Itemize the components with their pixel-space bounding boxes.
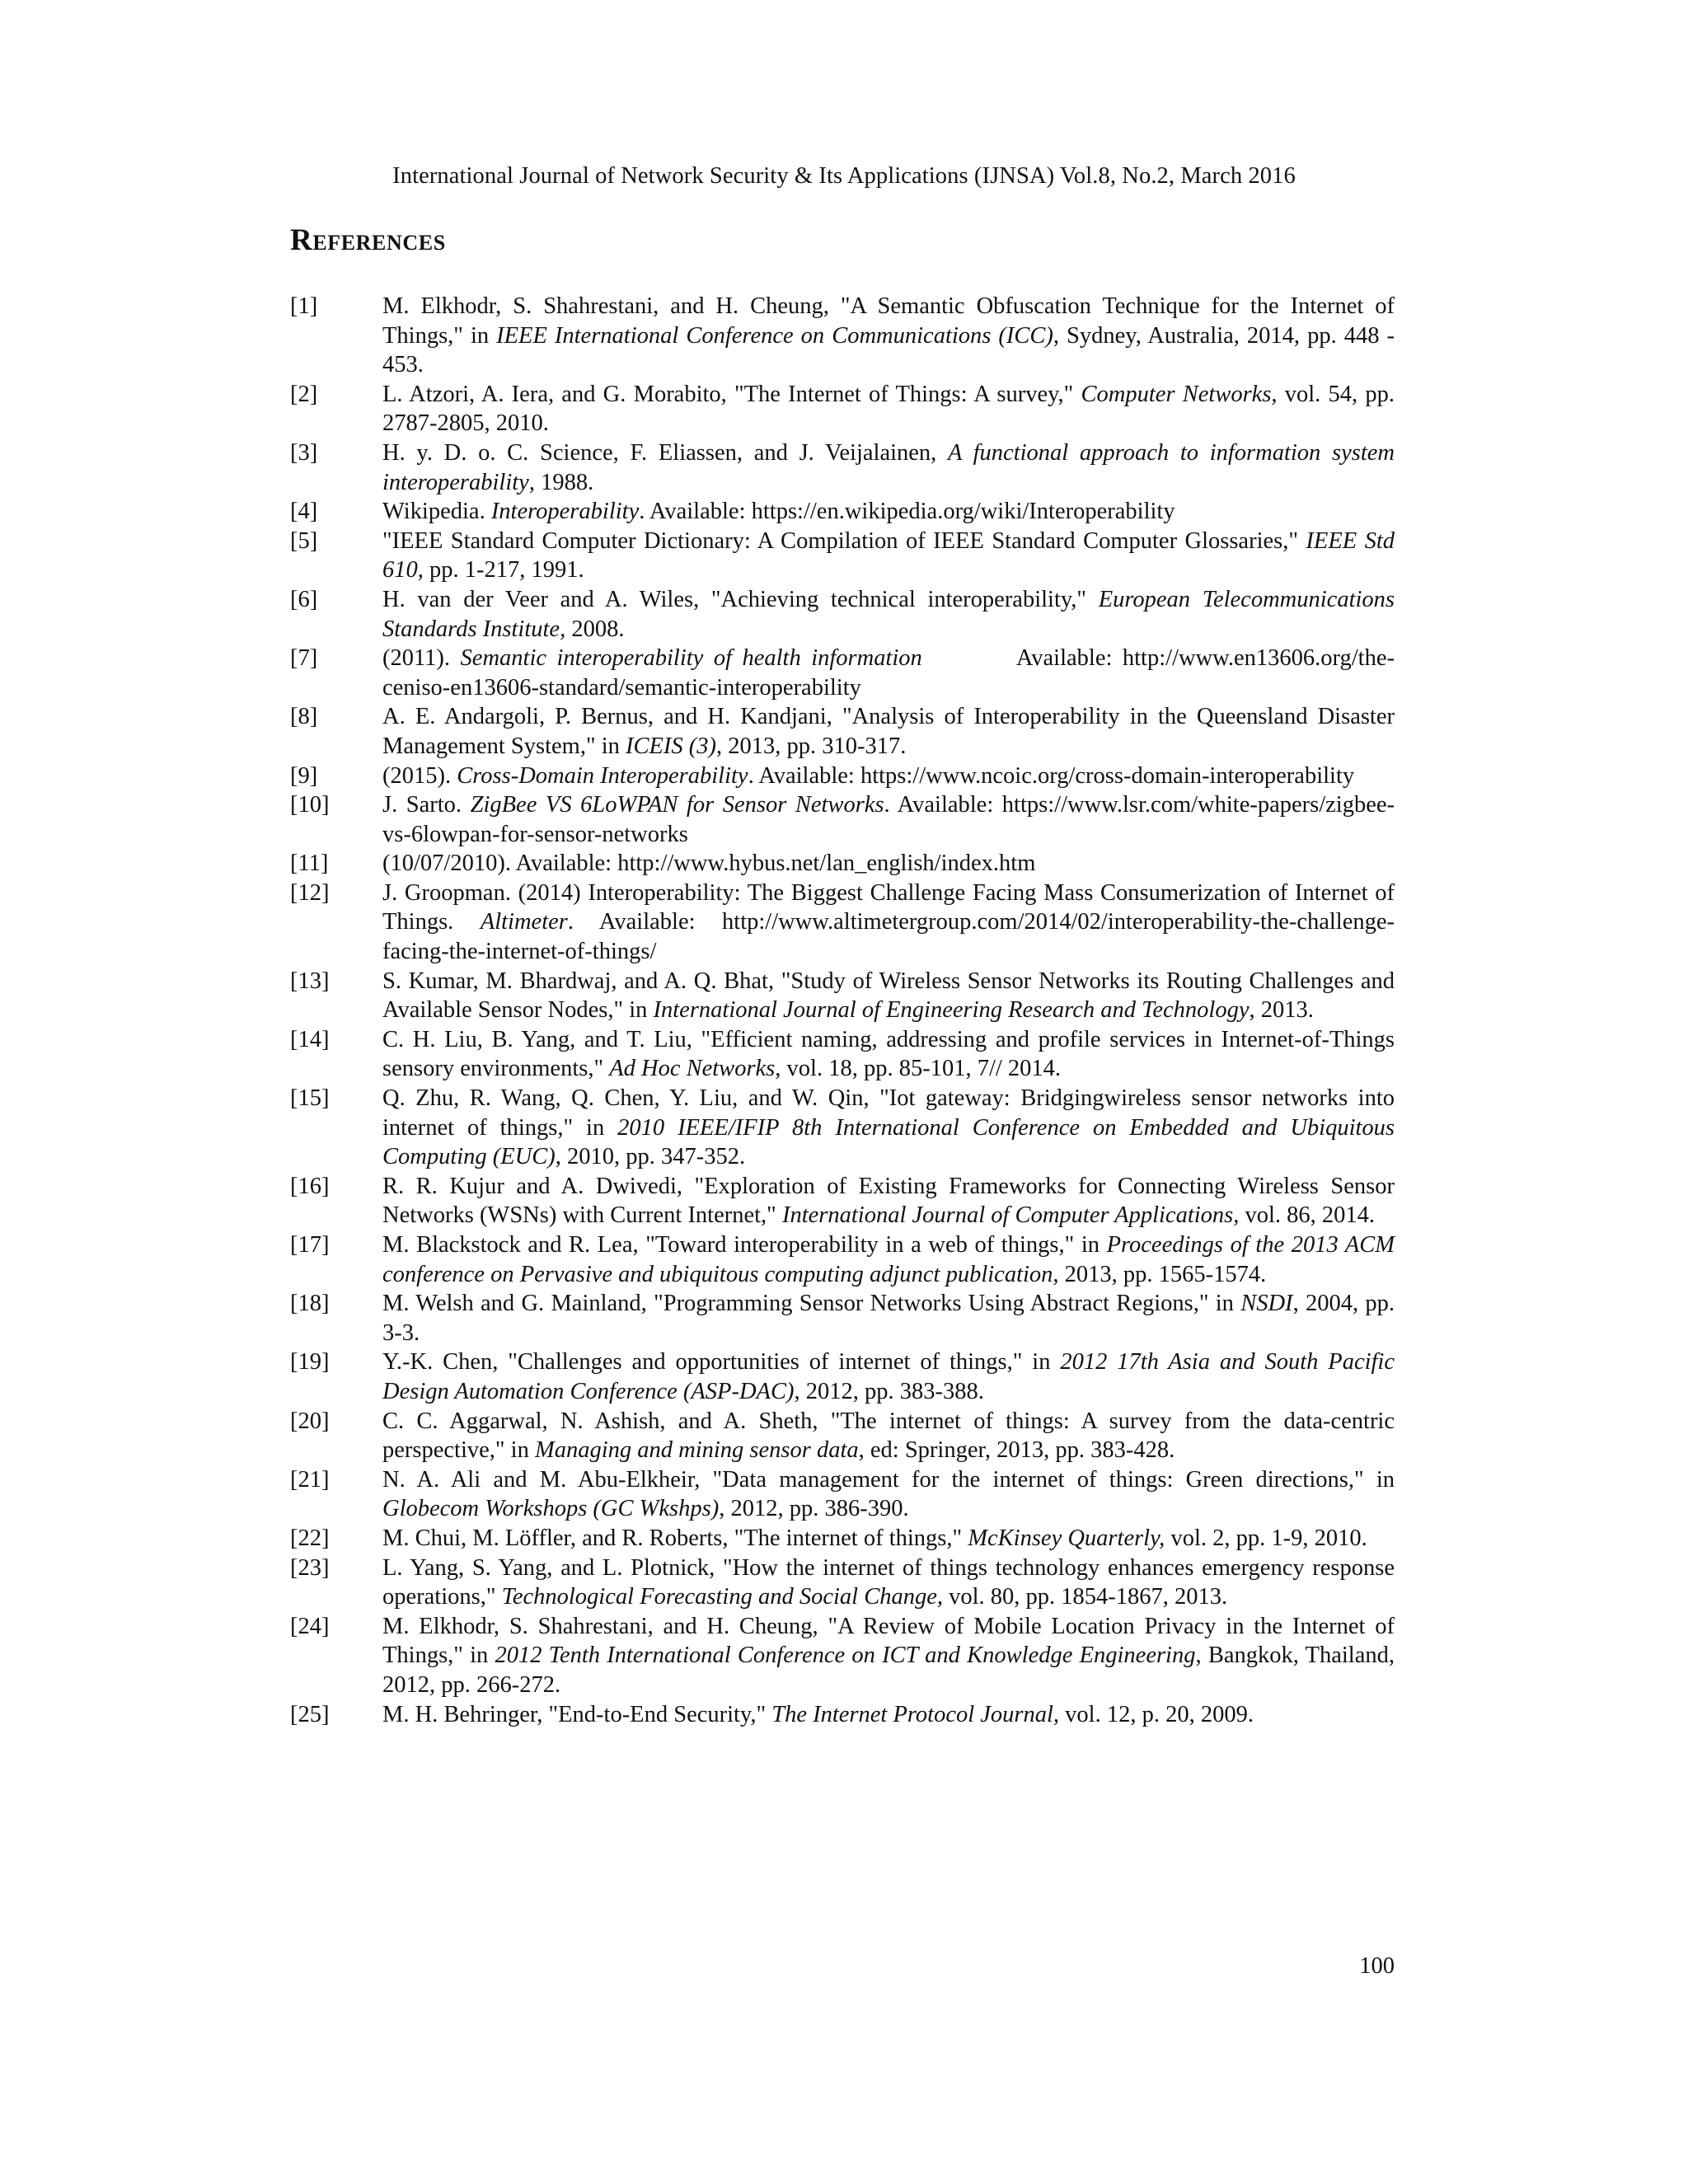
reference-venue: A functional approach to information system interoperability <box>382 439 1395 495</box>
reference-text <box>382 1526 1367 1551</box>
reference-venue: Proceedings of the 2013 ACM conference on Pervasive and ubiquitous computing adjunct publication <box>382 1232 1395 1287</box>
reference-venue: IEEE International Conference on Communications (ICC) <box>496 322 1053 349</box>
reference-number: [8] <box>290 704 318 730</box>
reference-segment: J. Sarto. <box>382 792 471 818</box>
reference-segment: C. C. Aggarwal, N. Ashish, and A. Sheth, "The internet of things: A survey from the data-centric perspective," in <box>382 1408 1395 1464</box>
reference-item <box>290 762 1395 791</box>
reference-number: [15] <box>290 1085 330 1112</box>
reference-item <box>290 1612 1395 1700</box>
reference-number: [21] <box>290 1466 330 1493</box>
reference-venue: 2012 Tenth International Conference on ICT and Knowledge Engineering <box>495 1643 1196 1669</box>
reference-segment: S. Kumar, M. Bhardwaj, and A. Q. Bhat, "Study of Wireless Sensor Networks its Routing Challenges and Available Sensor Nodes," in <box>382 968 1395 1024</box>
reference-segment: . Available: https://en.wikipedia.org/wiki/Interoperability <box>639 499 1175 525</box>
reference-item <box>290 702 1395 761</box>
reference-item <box>290 1347 1395 1406</box>
reference-segment: , 2010, pp. 347-352. <box>555 1144 746 1170</box>
reference-number: [13] <box>290 968 330 994</box>
reference-number: [3] <box>290 439 318 466</box>
reference-text <box>382 1174 1395 1229</box>
reference-segment: M. Blackstock and R. Lea, "Toward interoperability in a web of things," in <box>382 1232 1107 1258</box>
reference-text <box>382 382 1395 437</box>
reference-segment: vol. 54, pp. 2787-2805, 2010. <box>382 381 1395 437</box>
reference-segment: Y.-K. Chen, "Challenges and opportunities of internet of things," in <box>382 1349 1061 1376</box>
reference-segment: R. R. Kujur and A. Dwivedi, "Exploration of Existing Frameworks for Connecting Wireless Sensor Networks (WSNs) with Current Internet," <box>382 1173 1395 1229</box>
reference-number: [6] <box>290 586 318 612</box>
references-list <box>290 292 1395 1729</box>
reference-segment: H. y. D. o. C. Science, F. Eliassen, and J. Veijalainen, <box>382 439 949 466</box>
reference-venue: Semantic interoperability of health information <box>460 645 922 672</box>
reference-segment: H. van der Veer and A. Wiles, "Achieving technical interoperability," <box>382 586 1099 612</box>
reference-text <box>382 1349 1395 1404</box>
reference-item <box>290 1289 1395 1347</box>
reference-text <box>382 763 1354 789</box>
reference-segment: , 2013. <box>1249 997 1314 1024</box>
reference-text <box>382 645 1395 701</box>
reference-venue: Managing and mining sensor data <box>534 1437 859 1464</box>
reference-segment: Q. Zhu, R. Wang, Q. Chen, Y. Liu, and W. Qin, "Iot gateway: Bridgingwireless sensor networks into internet of things," in <box>382 1085 1395 1141</box>
reference-number: [23] <box>290 1554 330 1581</box>
reference-text <box>382 1614 1395 1698</box>
reference-segment: L. Atzori, A. Iera, and G. Morabito, "The Internet of Things: A survey," <box>382 381 1081 407</box>
reference-number: [9] <box>290 762 318 789</box>
reference-segment: L. Yang, S. Yang, and L. Plotnick, "How the internet of things technology enhances emergency response operations," <box>382 1554 1395 1610</box>
reference-segment: M. Welsh and G. Mainland, "Programming Sensor Networks Using Abstract Regions," in <box>382 1291 1241 1317</box>
reference-venue: Technological Forecasting and Social Change, <box>501 1584 943 1610</box>
reference-number: [22] <box>290 1525 330 1551</box>
reference-number: [14] <box>290 1026 330 1052</box>
reference-segment: pp. 1-217, 1991. <box>423 557 584 583</box>
reference-number: [16] <box>290 1173 330 1199</box>
reference-venue: IEEE Std 610, <box>382 527 1395 583</box>
reference-text <box>382 440 1395 495</box>
reference-segment: A. E. Andargoli, P. Bernus, and H. Kandjani, "Analysis of Interoperability in the Queensland Disaster Management System," in <box>382 704 1395 759</box>
reference-number: [4] <box>290 499 318 525</box>
reference-segment: , 2012, pp. 386-390. <box>719 1496 909 1522</box>
reference-text <box>382 1291 1395 1346</box>
reference-text <box>382 792 1395 847</box>
reference-item <box>290 1025 1395 1084</box>
reference-number: [7] <box>290 645 318 672</box>
reference-text <box>382 880 1395 964</box>
section-title: References <box>290 223 446 257</box>
reference-segment: . Available: https://www.lsr.com/white-papers/zigbee-vs-6lowpan-for-sensor-networks <box>382 792 1395 847</box>
reference-text <box>382 1232 1395 1287</box>
reference-number: [12] <box>290 879 330 906</box>
reference-item <box>290 879 1395 967</box>
reference-item <box>290 790 1395 849</box>
reference-item <box>290 438 1395 497</box>
reference-item <box>290 585 1395 644</box>
reference-segment: N. A. Ali and M. Abu-Elkheir, "Data management for the internet of things: Green directions," in <box>382 1466 1395 1493</box>
reference-text <box>382 1702 1254 1727</box>
reference-segment: M. Chui, M. Löffler, and R. Roberts, "The internet of things," <box>382 1525 968 1551</box>
reference-segment: J. Groopman. (2014) Interoperability: The Biggest Challenge Facing Mass Consumerization of Internet of Things. <box>382 879 1395 935</box>
reference-segment: "IEEE Standard Computer Dictionary: A Compilation of IEEE Standard Computer Glossaries," <box>382 527 1306 554</box>
reference-venue: NSDI <box>1240 1291 1293 1317</box>
reference-segment: , ed: Springer, 2013, pp. 383-428. <box>858 1437 1175 1464</box>
reference-venue: Ad Hoc Networks, <box>609 1056 781 1082</box>
reference-item <box>290 1554 1395 1612</box>
reference-text <box>382 704 1395 759</box>
reference-item <box>290 527 1395 585</box>
reference-segment: vol. 12, p. 20, 2009. <box>1059 1701 1254 1727</box>
reference-item <box>290 1084 1395 1172</box>
reference-number: [24] <box>290 1613 330 1639</box>
reference-number: [5] <box>290 527 318 554</box>
reference-text <box>382 1027 1395 1082</box>
reference-venue: McKinsey Quarterly, <box>968 1525 1165 1551</box>
reference-venue: Computer Networks, <box>1081 381 1278 407</box>
reference-number: [25] <box>290 1701 330 1727</box>
reference-item <box>290 497 1395 527</box>
reference-text <box>382 851 1035 876</box>
reference-venue: Interoperability <box>490 499 640 525</box>
reference-segment: , Bangkok, Thailand, 2012, pp. 266-272. <box>382 1643 1395 1698</box>
reference-venue: International Journal of Engineering Research and Technology <box>653 997 1250 1024</box>
reference-segment: (2015). <box>382 762 457 789</box>
reference-item <box>290 849 1395 879</box>
reference-number: [18] <box>290 1291 330 1317</box>
reference-segment: M. Elkhodr, S. Shahrestani, and H. Cheung, "A Review of Mobile Location Privacy in the Internet of Things," in <box>382 1613 1395 1669</box>
reference-number: [10] <box>290 792 330 818</box>
reference-number: [2] <box>290 381 318 407</box>
page-number: 100 <box>1359 1953 1395 1979</box>
reference-venue: 2010 IEEE/IFIP 8th International Conference on Embedded and Ubiquitous Computing (EUC) <box>382 1114 1395 1170</box>
reference-number: [20] <box>290 1408 330 1434</box>
reference-venue: European Telecommunications Standards Institute, <box>382 586 1395 642</box>
reference-item <box>290 1230 1395 1289</box>
reference-segment: Wikipedia. <box>382 499 491 525</box>
reference-segment: vol. 86, 2014. <box>1239 1202 1376 1229</box>
reference-venue: 2012 17th Asia and South Pacific Design Automation Conference (ASP-DAC) <box>382 1349 1395 1404</box>
reference-segment: Available: http://www.en13606.org/the-ceniso-en13606-standard/semantic-interoperability <box>382 645 1395 701</box>
reference-item <box>290 1524 1395 1554</box>
reference-text <box>382 528 1395 583</box>
reference-segment: (2011). <box>382 645 461 672</box>
reference-segment: (10/07/2010). Available: http://www.hybus.net/lan_english/index.htm <box>382 851 1036 877</box>
reference-venue: International Journal of Computer Applications, <box>781 1202 1240 1229</box>
reference-text <box>382 1555 1395 1610</box>
reference-segment: M. Elkhodr, S. Shahrestani, and H. Cheung, "A Semantic Obfuscation Technique for the Internet of Things," in <box>382 293 1395 349</box>
reference-number: [11] <box>290 851 329 877</box>
reference-segment: . Available: http://www.altimetergroup.com/2014/02/interoperability-the-challenge-facing-the-internet-of-things/ <box>382 909 1395 965</box>
reference-venue: ICEIS (3) <box>626 733 717 759</box>
running-header: International Journal of Network Security & Its Applications (IJNSA) Vol.8, No.2, March 2016 <box>392 163 1296 189</box>
reference-text <box>382 1408 1395 1464</box>
reference-text <box>382 1467 1395 1522</box>
reference-number: [17] <box>290 1232 330 1258</box>
reference-number: [19] <box>290 1349 330 1376</box>
reference-text <box>382 499 1175 524</box>
reference-segment: , 2004, pp. 3-3. <box>382 1291 1395 1346</box>
reference-item <box>290 380 1395 438</box>
reference-item <box>290 967 1395 1025</box>
reference-item <box>290 644 1395 702</box>
reference-venue: The Internet Protocol Journal, <box>771 1701 1060 1727</box>
reference-venue: Globecom Workshops (GC Wkshps) <box>382 1496 720 1522</box>
reference-text <box>382 968 1395 1024</box>
reference-venue: Cross-Domain Interoperability <box>457 762 748 789</box>
reference-segment: , 1988. <box>528 469 594 495</box>
reference-segment: 2008. <box>565 616 625 642</box>
reference-segment: , 2013, pp. 310-317. <box>716 733 907 759</box>
reference-item <box>290 1700 1395 1730</box>
reference-item <box>290 1172 1395 1230</box>
reference-text <box>382 1085 1395 1169</box>
reference-item <box>290 292 1395 380</box>
reference-segment: C. H. Liu, B. Yang, and T. Liu, "Efficient naming, addressing and profile services in Internet-of-Things sensory environments," <box>382 1026 1395 1082</box>
reference-segment: vol. 80, pp. 1854-1867, 2013. <box>943 1584 1228 1610</box>
reference-segment: vol. 18, pp. 85-101, 7// 2014. <box>781 1056 1062 1082</box>
reference-segment: . Available: https://www.ncoic.org/cross-domain-interoperability <box>748 762 1355 789</box>
reference-text <box>382 293 1395 377</box>
reference-segment: , Sydney, Australia, 2014, pp. 448 - 453. <box>382 322 1395 378</box>
reference-segment: , 2013, pp. 1565-1574. <box>1053 1261 1267 1287</box>
reference-segment: vol. 2, pp. 1-9, 2010. <box>1165 1525 1367 1551</box>
reference-venue: Altimeter <box>480 909 568 935</box>
reference-number: [1] <box>290 293 318 319</box>
reference-venue: ZigBee VS 6LoWPAN for Sensor Networks <box>470 792 884 818</box>
reference-text <box>382 587 1395 642</box>
reference-item <box>290 1407 1395 1465</box>
reference-segment: , 2012, pp. 383-388. <box>794 1378 984 1404</box>
reference-item <box>290 1465 1395 1524</box>
reference-segment: M. H. Behringer, "End-to-End Security," <box>382 1701 772 1727</box>
